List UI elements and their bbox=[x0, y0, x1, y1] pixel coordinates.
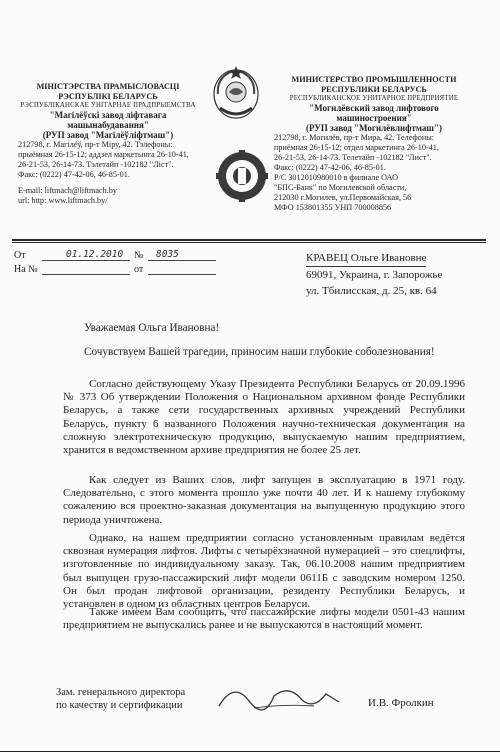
salutation: Уважаемая Ольга Ивановна! bbox=[84, 322, 220, 334]
paragraph-3: Однако, на нашем предприятии согласно установленным правилам ведётся сквозная нумерация лифтов. Лифты с четырёхзначной нумерацией – это спецлифты, изготовленные по индивидуальному заказу. Так, 06.10.2008 нашим предприятием был выпущен грузо-пассажирский лифт модели 0611Б с заводским номером 1250. Он был продан лифтовой организации, резиденту Республики Беларусь, и установлен в одном из областных центров Беларуси. bbox=[63, 532, 465, 611]
header-divider bbox=[12, 239, 486, 241]
bank-address: 212030 г.Могилев, ул.Первомайская, 56 bbox=[274, 193, 412, 202]
plant-name-be-2: машынабудавання" bbox=[67, 120, 149, 130]
paragraph-4: Также имеем Вам сообщить, что пассажирские лифты модели 0501-43 нашим предприятием не выпускались ранее и не выпускаются в настоящий момент. bbox=[63, 606, 465, 632]
address-be-4: Факс: (0222) 47-42-06, 46-85-01. bbox=[18, 170, 130, 179]
signatory-title bbox=[56, 686, 185, 712]
bank-codes: МФО 153801355 УНП 700008856 bbox=[274, 203, 392, 212]
handwritten-date: 01.12.2010 bbox=[66, 249, 124, 260]
ministry-be: МІНІСТЭРСТВА ПРАМЫСЛОВАСЦІ bbox=[36, 82, 180, 91]
email-be: E-mail: liftmach@liftmach.by bbox=[18, 186, 117, 195]
ministry-ru: МИНИСТЕРСТВО ПРОМЫШЛЕННОСТИ bbox=[291, 75, 457, 84]
address-be-3: 26-21-53, 26-14-73. Тэлетайп -102182 "Ліст". bbox=[18, 160, 174, 169]
plant-short-be: (РУП завод "Магілёўліфтмаш") bbox=[42, 130, 174, 140]
address-be-1: 212798, г. Магілёў, пр-т Міру, 42. Тэлефоны: bbox=[18, 140, 173, 149]
reply-label: На № bbox=[14, 264, 38, 275]
address-be-2: прыёмная 26-15-12; аддзел маркетынга 26-10-41, bbox=[18, 150, 189, 159]
reference-block bbox=[14, 249, 179, 278]
republic-be: РЭСПУБЛІКІ БЕЛАРУСЬ bbox=[58, 92, 158, 101]
enterprise-type-ru: РЕСПУБЛИКАНСКОЕ УНИТАРНОЕ ПРЕДПРИЯТИЕ bbox=[289, 95, 459, 102]
addressee-address-1: 69091, Украина, г. Запорожье bbox=[306, 269, 443, 281]
letterhead-right bbox=[274, 75, 474, 213]
address-ru-4: Факс: (0222) 47-42-06, 46-85-01. bbox=[274, 163, 386, 172]
condolences: Сочувствуем Вашей трагедии, приносим наши глубокие соболезнования! bbox=[84, 346, 435, 358]
plant-gear-logo-icon bbox=[216, 150, 268, 202]
address-ru-2: приёмная 26-15-12; отдел маркетинга 26-10-41, bbox=[274, 143, 439, 152]
header-divider-thin bbox=[12, 242, 486, 243]
signatory-name: И.В. Фролкин bbox=[368, 697, 434, 709]
plant-name-ru-1: "Могилёвский завод лифтового bbox=[309, 103, 439, 113]
coat-of-arms-icon bbox=[210, 64, 262, 122]
signatory-title-1: Зам. генерального директора bbox=[56, 687, 186, 698]
date-label: От bbox=[14, 250, 26, 261]
plant-name-be-1: "Магілёўскі завод ліфтавага bbox=[49, 110, 167, 120]
republic-ru: РЕСПУБЛИКИ БЕЛАРУСЬ bbox=[321, 85, 427, 94]
address-ru-3: 26-21-53, 26-14-73. Телетайп -102182 "Лист". bbox=[274, 153, 432, 162]
addressee bbox=[306, 250, 486, 299]
handwritten-signature bbox=[214, 676, 344, 716]
bank-account: Р/С 3012010980010 в филиале ОАО bbox=[274, 173, 399, 182]
paragraph-1: Согласно действующему Указу Президента Республики Беларусь от 20.09.1996 № 373 Об утверждении Положения о Национальном архивном фонде Республики Беларусь, а также сети государственных архивных учреждений Республики Беларусь, пункту 6 названного Положения научно-техническая документация на сложную электротехническую продукцию, выпускаемую нашим предприятием, хранится в ведомственном архиве предприятия не более 25 лет. bbox=[63, 378, 465, 457]
bank-name: "БПС-Банк" по Могилевской области, bbox=[274, 183, 407, 192]
addressee-address-2: ул. Тбилисская, д. 25, кв. 64 bbox=[306, 285, 437, 297]
enterprise-type-be: РЭСПУБЛІКАНСКАЕ УНІТАРНАЕ ПРАДПРЫЕМСТВА bbox=[20, 102, 196, 109]
number-label: № bbox=[134, 250, 144, 261]
url-be: url: http: www.liftmach.by/ bbox=[18, 196, 108, 205]
plant-name-ru-2: машиностроения" bbox=[336, 113, 412, 123]
letterhead-left bbox=[18, 82, 198, 206]
signatory-title-2: по качеству и сертификации bbox=[56, 700, 183, 711]
addressee-name: КРАВЕЦ Ольге Ивановне bbox=[306, 250, 426, 267]
reply-from-label: от bbox=[134, 264, 144, 275]
handwritten-number: 8035 bbox=[156, 249, 179, 260]
address-ru-1: 212798, г. Могилёв, пр-т Мира, 42. Телефоны: bbox=[274, 133, 435, 142]
paragraph-2: Как следует из Ваших слов, лифт запущен в эксплуатацию в 1971 году. Следовательно, с этого момента прошло уже почти 40 лет. И к нашему глубокому сожалению вся проектно-заказная документация на выпущенную продукцию этого периода уничтожена. bbox=[63, 474, 465, 526]
plant-short-ru: (РУП завод "Могилёвлифтмаш") bbox=[305, 123, 443, 133]
